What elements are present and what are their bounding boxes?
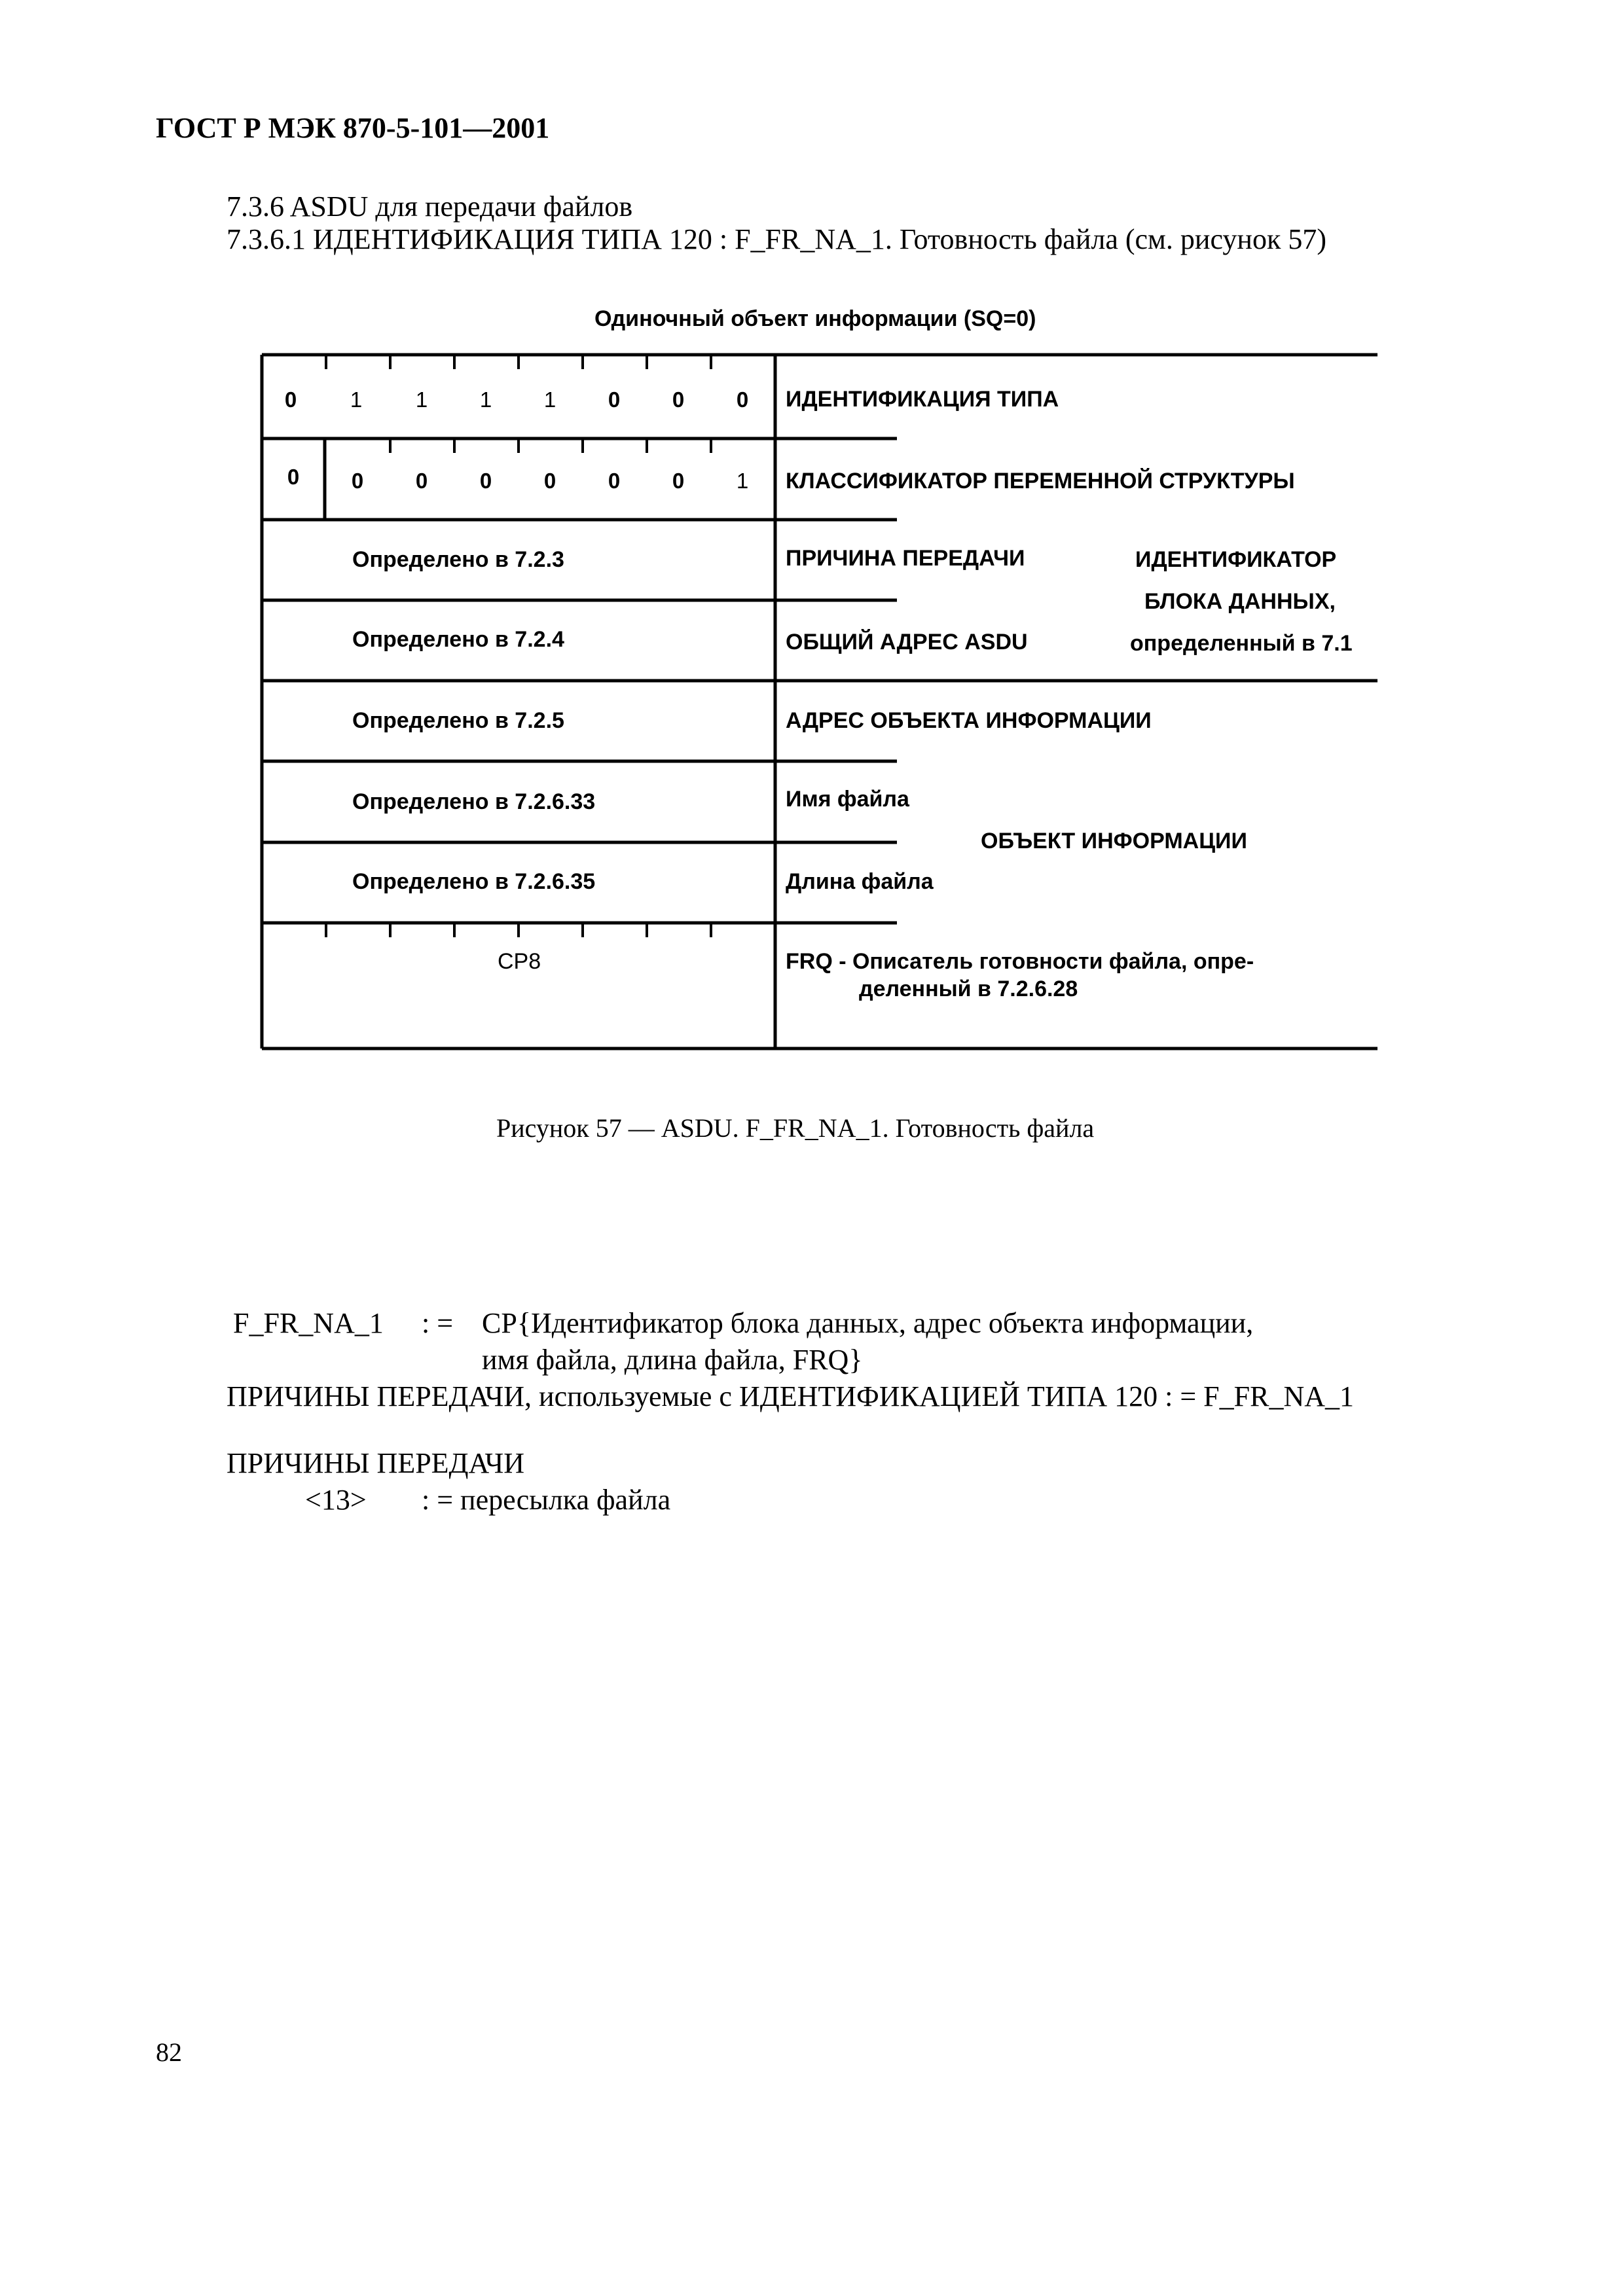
document-header: ГОСТ Р МЭК 870-5-101—2001 <box>156 112 550 144</box>
file-length-definition: Определено в 7.2.6.35 <box>352 869 596 894</box>
ioa-definition: Определено в 7.2.5 <box>352 708 564 733</box>
section-heading-7-3-6: 7.3.6 ASDU для передачи файлов <box>227 190 633 223</box>
vsq-bit: 0 <box>608 469 621 493</box>
section-heading-7-3-6-1: 7.3.6.1 ИДЕНТИФИКАЦИЯ ТИПА 120 : F_FR_NA_1. Готовность файла (см. рисунок 57) <box>227 223 1326 255</box>
vsq-bit: 0 <box>415 469 428 493</box>
definition-text: имя файла, длина файла, FRQ} <box>482 1344 863 1376</box>
cot-definition: Определено в 7.2.3 <box>352 547 564 572</box>
type-id-bit: 1 <box>479 387 492 412</box>
type-id-bit: 0 <box>284 387 297 412</box>
type-id-bit: 1 <box>415 387 428 412</box>
type-id-bit: 0 <box>608 387 621 412</box>
file-length-label: Длина файла <box>786 869 934 894</box>
page-number: 82 <box>156 2037 182 2067</box>
vsq-bit: 0 <box>672 469 685 493</box>
data-unit-id-label: БЛОКА ДАННЫХ, <box>1144 589 1336 614</box>
file-name-label: Имя файла <box>786 787 909 812</box>
vsq-bit: 0 <box>351 469 364 493</box>
cot-description: : = пересылка файла <box>422 1484 671 1516</box>
frq-label: FRQ - Описатель готовности файла, опре- <box>786 949 1254 974</box>
type-id-bit: 1 <box>543 387 556 412</box>
definition-text: CP{Идентификатор блока данных, адрес объекта информации, <box>482 1307 1254 1339</box>
vsq-sq-bit: 0 <box>287 465 300 489</box>
cot-code: <13> <box>305 1484 367 1516</box>
ioa-label: АДРЕС ОБЪЕКТА ИНФОРМАЦИИ <box>786 708 1152 733</box>
vsq-bit: 1 <box>736 469 749 493</box>
cot-usage-line: ПРИЧИНЫ ПЕРЕДАЧИ, используемые с ИДЕНТИФИКАЦИЕЙ ТИПА 120 : = F_FR_NA_1 <box>227 1380 1354 1412</box>
figure-title: Одиночный объект информации (SQ=0) <box>594 306 1036 331</box>
type-id-bit: 1 <box>350 387 363 412</box>
common-address-label: ОБЩИЙ АДРЕС ASDU <box>786 630 1028 655</box>
type-id-bit: 0 <box>736 387 749 412</box>
definition-assign: : = <box>422 1307 454 1339</box>
type-id-label: ИДЕНТИФИКАЦИЯ ТИПА <box>786 387 1059 412</box>
vsq-bit: 0 <box>479 469 492 493</box>
cot-heading: ПРИЧИНЫ ПЕРЕДАЧИ <box>227 1447 525 1479</box>
info-object-label: ОБЪЕКТ ИНФОРМАЦИИ <box>981 829 1247 853</box>
common-address-definition: Определено в 7.2.4 <box>352 627 564 652</box>
data-unit-id-label: ИДЕНТИФИКАТОР <box>1135 547 1337 572</box>
cot-label: ПРИЧИНА ПЕРЕДАЧИ <box>786 546 1025 571</box>
definition-name: F_FR_NA_1 <box>233 1307 384 1339</box>
data-unit-id-label: определенный в 7.1 <box>1130 631 1353 656</box>
frq-definition: CP8 <box>498 949 541 974</box>
file-name-definition: Определено в 7.2.6.33 <box>352 789 596 814</box>
vsq-label: КЛАССИФИКАТОР ПЕРЕМЕННОЙ СТРУКТУРЫ <box>786 469 1295 493</box>
type-id-bit: 0 <box>672 387 685 412</box>
frq-label: деленный в 7.2.6.28 <box>859 977 1078 1001</box>
vsq-bit: 0 <box>543 469 556 493</box>
figure-caption: Рисунок 57 — ASDU. F_FR_NA_1. Готовность файла <box>496 1113 1095 1143</box>
